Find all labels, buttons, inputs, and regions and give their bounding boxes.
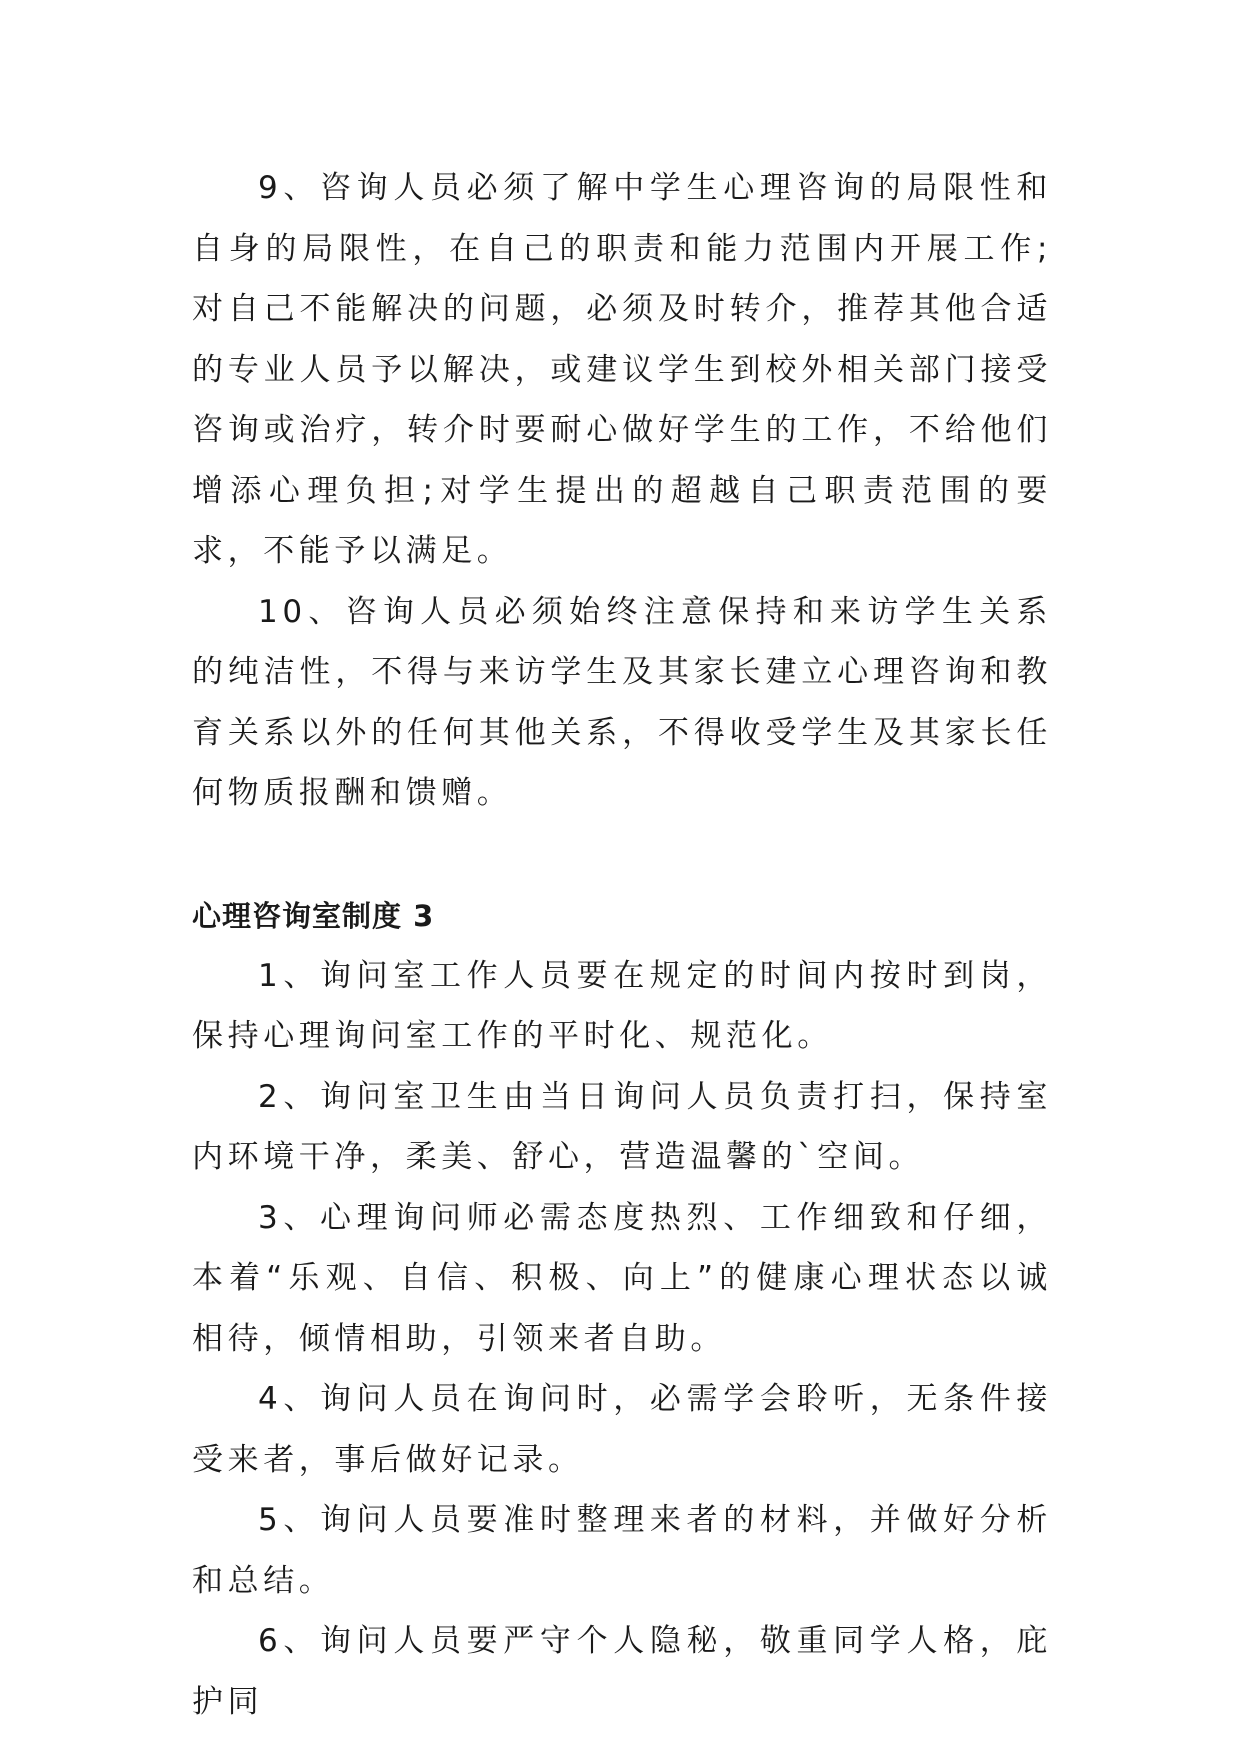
paragraph-item-9: 9、咨询人员必须了解中学生心理咨询的局限性和自身的局限性，在自己的职责和能力范围内开展工作;对自己不能解决的问题，必须及时转介，推荐其他合适的专业人员予以解决，或建议学生到校外相关部门接受咨询或治疗，转介时要耐心做好学生的工作，不给他们增添心理负担;对学生提出的超越自己职责范围的要求，不能予以满足。 — [192, 170, 1052, 569]
rule-item-6: 6、询问人员要严守个人隐秘，敬重同学人格，庇护同 — [192, 1623, 1052, 1720]
document-page — [192, 158, 1052, 1732]
rule-item-2: 2、询问室卫生由当日询问人员负责打扫，保持室内环境干净，柔美、舒心，营造温馨的`空间。 — [192, 1078, 1052, 1175]
rule-item-4: 4、询问人员在询问时，必需学会聆听，无条件接受来者，事后做好记录。 — [192, 1381, 1052, 1478]
paragraph-item-10: 10、咨询人员必须始终注意保持和来访学生关系的纯洁性，不得与来访学生及其家长建立心理咨询和教育关系以外的任何其他关系，不得收受学生及其家长任何物质报酬和馈赠。 — [192, 593, 1052, 811]
rule-item-1: 1、询问室工作人员要在规定的时间内按时到岗，保持心理询问室工作的平时化、规范化。 — [192, 957, 1052, 1054]
rule-item-3: 3、心理询问师必需态度热烈、工作细致和仔细，本着“乐观、自信、积极、向上”的健康心理状态以诚相待，倾情相助，引领来者自助。 — [192, 1199, 1052, 1357]
rule-item-5: 5、询问人员要准时整理来者的材料，并做好分析和总结。 — [192, 1502, 1052, 1599]
section-title: 心理咨询室制度 3 — [192, 898, 435, 933]
